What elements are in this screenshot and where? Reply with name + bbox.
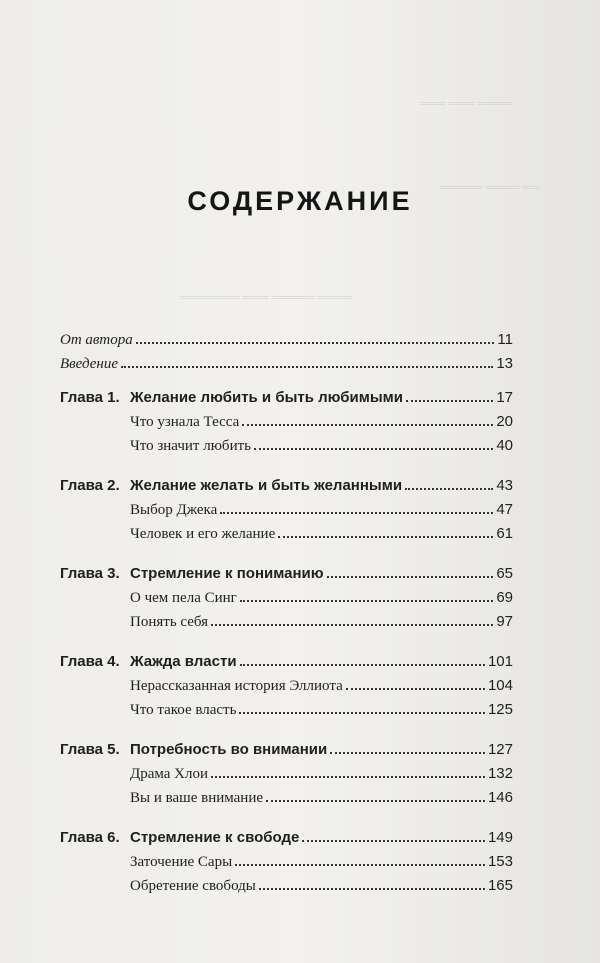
subsection-title: Драма Хлои xyxy=(130,766,209,782)
page-title: СОДЕРЖАНИЕ xyxy=(187,186,413,216)
chapter-title: Желание желать и быть желанными xyxy=(130,477,403,494)
toc-subsection xyxy=(60,701,513,725)
toc-subsection xyxy=(60,877,513,901)
toc-subsection xyxy=(60,413,513,437)
toc-page-number: 132 xyxy=(487,765,513,782)
toc-subsection xyxy=(60,613,513,637)
dot-leader xyxy=(278,536,493,538)
dot-leader xyxy=(239,712,485,714)
show-through-text: ═════ ════ ══ xyxy=(440,180,541,194)
toc-chapter-5 xyxy=(60,741,513,765)
toc-page-number: 20 xyxy=(496,413,513,430)
toc-page-number: 13 xyxy=(496,355,513,372)
subsection-title: Понять себя xyxy=(130,614,209,630)
subsection-title: О чем пела Синг xyxy=(130,590,237,606)
dot-leader xyxy=(266,800,485,802)
subsection-title: Что такое власть xyxy=(130,702,237,718)
dot-leader xyxy=(405,488,493,490)
dot-leader xyxy=(211,624,493,626)
toc-page-number: 153 xyxy=(487,853,513,870)
chapter-number: Глава 3. xyxy=(60,565,120,582)
toc-subsection xyxy=(60,853,513,877)
toc-page-number: 97 xyxy=(496,613,513,630)
dot-leader xyxy=(330,752,485,754)
chapter-number: Глава 5. xyxy=(60,741,120,758)
dot-leader xyxy=(327,576,494,578)
dot-leader xyxy=(220,512,493,514)
toc-subsection xyxy=(60,501,513,525)
toc-row-intro-2 xyxy=(60,355,513,379)
subsection-title: Обретение свободы xyxy=(130,878,256,894)
chapter-title: Жажда власти xyxy=(130,653,237,670)
toc-row-intro-1 xyxy=(60,331,513,355)
chapter-title: Стремление к пониманию xyxy=(130,565,324,582)
dot-leader xyxy=(346,688,485,690)
toc-subsection xyxy=(60,437,513,461)
subsection-title: Что значит любить xyxy=(130,438,251,454)
dot-leader xyxy=(235,864,485,866)
toc-subsection xyxy=(60,525,513,549)
toc-page-number: 43 xyxy=(496,477,513,494)
toc-entry-label: От автора xyxy=(60,332,133,348)
toc-chapter-6 xyxy=(60,829,513,853)
toc-page-number: 40 xyxy=(496,437,513,454)
subsection-title: Нерассказанная история Эллиота xyxy=(130,678,343,694)
toc-page-number: 125 xyxy=(487,701,513,718)
toc-entry-label: Введение xyxy=(60,356,118,372)
dot-leader xyxy=(302,840,485,842)
chapter-number: Глава 2. xyxy=(60,477,120,494)
chapter-title: Стремление к свободе xyxy=(130,829,300,846)
show-through-text: ═══════ ═══ ═════ ════ xyxy=(180,290,352,304)
subsection-title: Вы и ваше внимание xyxy=(130,790,264,806)
toc-subsection xyxy=(60,677,513,701)
toc-page-number: 127 xyxy=(487,741,513,758)
dot-leader xyxy=(240,664,485,666)
dot-leader xyxy=(242,424,493,426)
toc-chapter-1 xyxy=(60,389,513,413)
subsection-title: Заточение Сары xyxy=(130,854,233,870)
toc-subsection xyxy=(60,789,513,813)
toc-page-number: 17 xyxy=(496,389,513,406)
chapter-title: Желание любить и быть любимыми xyxy=(130,389,403,406)
subsection-title: Что узнала Тесса xyxy=(130,414,240,430)
dot-leader xyxy=(254,448,493,450)
subsection-title: Выбор Джека xyxy=(130,502,218,518)
dot-leader xyxy=(136,342,495,344)
toc-subsection xyxy=(60,765,513,789)
show-through-text: ═══ ═══ ════ xyxy=(420,96,512,110)
chapter-title: Потребность во внимании xyxy=(130,741,328,758)
toc-page-number: 65 xyxy=(496,565,513,582)
dot-leader xyxy=(211,776,485,778)
chapter-number: Глава 6. xyxy=(60,829,120,846)
dot-leader xyxy=(259,888,485,890)
toc-chapter-2 xyxy=(60,477,513,501)
toc-chapter-3 xyxy=(60,565,513,589)
toc-page-number: 165 xyxy=(487,877,513,894)
toc-page-number: 101 xyxy=(487,653,513,670)
toc-page-number: 11 xyxy=(497,331,513,348)
toc-page-number: 61 xyxy=(496,525,513,542)
toc-page-number: 47 xyxy=(496,501,513,518)
toc-chapter-4 xyxy=(60,653,513,677)
dot-leader xyxy=(406,400,493,402)
subsection-title: Человек и его желание xyxy=(130,526,276,542)
table-of-contents xyxy=(60,331,513,901)
dot-leader xyxy=(121,366,493,368)
chapter-number: Глава 4. xyxy=(60,653,120,670)
dot-leader xyxy=(240,600,493,602)
toc-subsection xyxy=(60,589,513,613)
toc-page-number: 146 xyxy=(487,789,513,806)
toc-page-number: 69 xyxy=(496,589,513,606)
chapter-number: Глава 1. xyxy=(60,389,120,406)
toc-page-number: 104 xyxy=(487,677,513,694)
toc-page-number: 149 xyxy=(487,829,513,846)
